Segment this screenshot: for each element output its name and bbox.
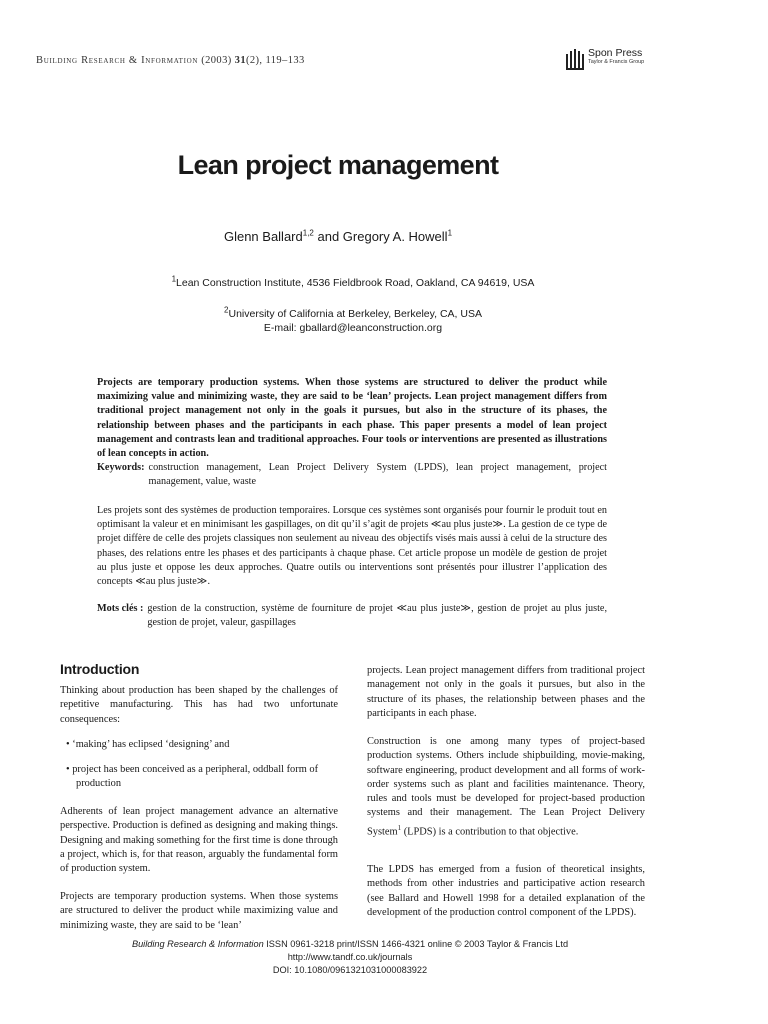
affiliation-text: University of California at Berkeley, Berkeley, CA, USA: [228, 308, 482, 320]
footer-doi: DOI: 10.1080/0961321031000083922: [272, 965, 428, 975]
section-heading-introduction: Introduction: [60, 661, 140, 677]
keywords: [97, 461, 607, 489]
author-email: E-mail: gballard@leanconstruction.org: [263, 322, 443, 334]
page-footer: [0, 938, 700, 977]
author-name: and Gregory A. Howell: [313, 229, 448, 244]
body-paragraph: [367, 735, 645, 840]
journal-name: Building Research & Information: [36, 55, 199, 66]
bullet-item: • ‘making’ has eclipsed ‘designing’ and: [66, 739, 230, 750]
affiliation-2: [0, 307, 706, 335]
spon-press-logo-icon: [566, 48, 584, 70]
body-text: Construction is one among many types of project-based production systems. Others include shipbuilding, movie-making, software engineering, product development and all forms of work-order systems such as plant and facilities maintenance. Theory, rules and tools must be developed for project-based production systems and their management. The Lean Project Delivery System: [367, 736, 645, 838]
author-line: [0, 229, 676, 244]
affiliation-marker: 1: [171, 274, 177, 284]
body-paragraph: The LPDS has emerged from a fusion of theoretical insights, methods from other industries and participative action research (see Ballard and Howell 1998 for a detailed explanation of the development of the production control component of the LPDS).: [367, 864, 645, 918]
journal-issue-pages: (2), 119–133: [245, 55, 305, 66]
mots-cles-text: gestion de la construction, système de fourniture de projet ≪au plus juste≫, gestion de projet au plus juste, gestion de projet, valeur, gaspillages: [147, 603, 607, 629]
author-name: Glenn Ballard: [223, 229, 303, 244]
publisher-group: Taylor & Francis Group: [588, 58, 645, 65]
running-header: [36, 55, 305, 66]
body-paragraph: projects. Lean project management differs from traditional project management not only in the goals it pursues, but also in the structure of its phases, the relationship between phases and the participants in each phase.: [367, 665, 645, 719]
author-superscript: 1,2: [302, 228, 314, 238]
author-superscript: 1: [447, 228, 453, 238]
footer-journal: Building Research & Information: [131, 939, 264, 949]
footer-issn: ISSN 0961-3218 print/ISSN 1466-4321 online © 2003 Taylor & Francis Ltd: [263, 939, 569, 949]
french-abstract: Les projets sont des systèmes de production temporaires. Lorsque ces systèmes sont organisés pour fournir le produit tout en optimisant la valeur et en minimisant les gaspillages, on dit qu’il s’agit de projets ≪au plus juste≫. La gestion de ce type de projet diffère de celle des projets classiques non seulement au niveau des objectifs visés mais aussi à celui de la structure des phases, des relations entre les phases et des participants à chaque phase. Cet article propose un modèle de gestion de projet au plus juste et oppose les deux approches. Quatre outils ou interventions sont présentés pour illustrer l’application des concepts ≪au plus juste≫.: [97, 505, 607, 588]
body-paragraph: Adherents of lean project management advance an alternative perspective. Production is defined as designing and making things. Designing and making something for the first time is done through a project, which is, for that reason, arguably the fundamental form of production system.: [60, 806, 338, 875]
keywords-text: construction management, Lean Project Delivery System (LPDS), lean project management, project management, value, waste: [148, 462, 607, 488]
journal-volume: 31: [234, 55, 246, 66]
publisher-name: Spon Press: [588, 47, 643, 59]
bullet-item: • project has been conceived as a peripheral, oddball form of production: [66, 764, 319, 790]
journal-year: (2003): [201, 55, 232, 66]
body-paragraph: Thinking about production has been shaped by the challenges of repetitive manufacturing. This has had two unfortunate consequences:: [60, 685, 338, 725]
footnote-marker: 1: [397, 823, 402, 832]
body-paragraph: Projects are temporary production systems. When those systems are structured to deliver the product while maximizing value and minimizing waste, they are said to be ‘lean’: [60, 891, 338, 931]
footer-url[interactable]: http://www.tandf.co.uk/journals: [287, 952, 413, 962]
affiliation-marker: 2: [224, 305, 229, 315]
affiliation-text: Lean Construction Institute, 4536 Fieldbrook Road, Oakland, CA 94619, USA: [176, 277, 535, 289]
article-title: Lean project management: [177, 150, 499, 180]
mots-cles: [97, 602, 607, 630]
abstract: Projects are temporary production systems. When those systems are structured to deliver the product while maximizing value and minimizing waste, they are said to be ‘lean’ projects. Lean project management differs from traditional project management not only in the goals it pursues, but also in the structure of its phases, the relationship between phases and the participants in each phase. This paper presents a model of lean project management and contrasts lean and traditional approaches. Four tools or interventions are presented as illustrations of lean concepts in action.: [97, 377, 607, 460]
publisher-logo: [566, 48, 644, 70]
body-text: (LPDS) is a contribution to that objective.: [401, 826, 579, 838]
affiliation-1: [0, 274, 706, 289]
keywords-label: Keywords:: [97, 462, 145, 473]
mots-cles-label: Mots clés :: [97, 603, 144, 614]
